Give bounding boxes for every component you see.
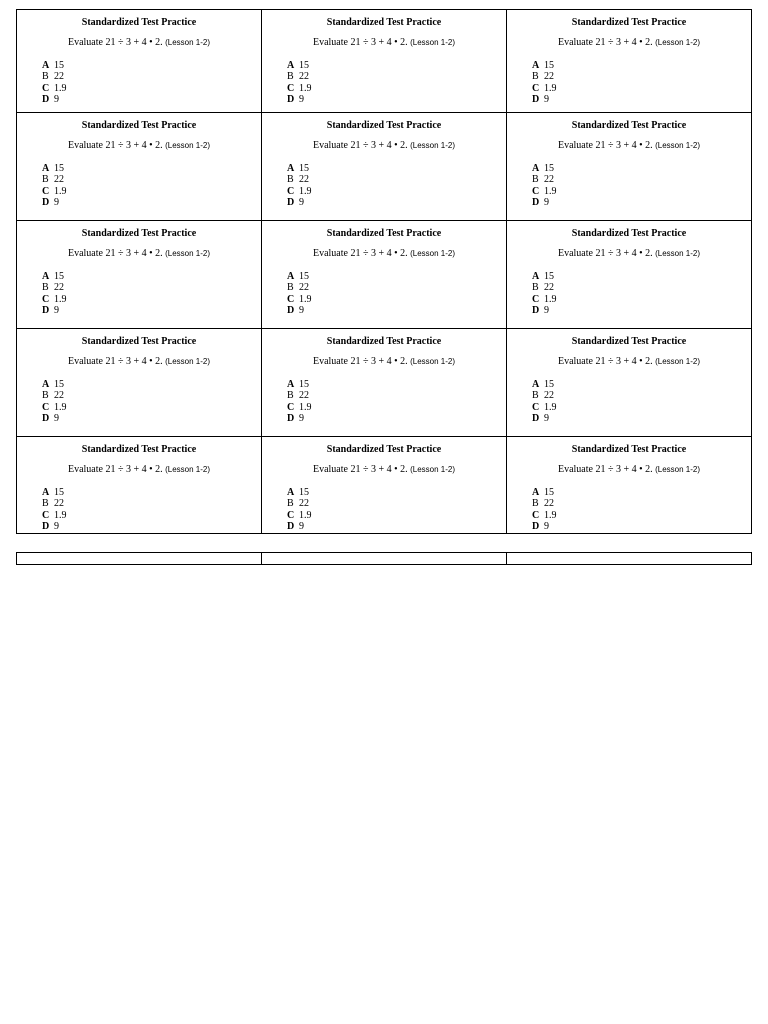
choice-value: 9 — [54, 94, 59, 106]
answer-choice-b — [532, 174, 751, 185]
answer-choice-a — [287, 163, 506, 174]
choice-letter: B — [532, 282, 539, 294]
answer-choices — [17, 379, 261, 425]
card-cell — [17, 329, 262, 437]
choice-letter: B — [42, 282, 49, 294]
answer-choice-c — [287, 186, 506, 197]
choice-letter: A — [532, 379, 540, 390]
answer-choice-c — [42, 294, 261, 305]
answer-choice-c — [532, 402, 751, 413]
lesson-reference: (Lesson 1-2) — [655, 141, 701, 150]
choice-letter: C — [42, 82, 50, 94]
choice-letter: C — [532, 185, 540, 197]
choice-value: 22 — [54, 498, 64, 510]
lesson-reference: (Lesson 1-2) — [655, 357, 701, 366]
choice-value: 22 — [54, 282, 64, 294]
answer-choices — [507, 487, 751, 533]
choice-value: 9 — [54, 197, 59, 209]
choice-letter: A — [287, 60, 295, 71]
choice-value: 22 — [544, 174, 554, 186]
card-title: Standardized Test Practice — [326, 336, 442, 347]
choice-letter: C — [287, 293, 295, 305]
answer-choice-d — [287, 197, 506, 208]
lesson-reference: (Lesson 1-2) — [165, 38, 211, 47]
answer-choice-c — [532, 83, 751, 94]
practice-card — [17, 437, 261, 533]
card-title: Standardized Test Practice — [81, 444, 197, 455]
answer-choice-a — [532, 487, 751, 498]
choice-letter: D — [532, 521, 540, 533]
choice-letter: A — [532, 271, 540, 282]
card-row — [17, 113, 752, 221]
answer-choice-a — [287, 379, 506, 390]
practice-card — [507, 10, 751, 106]
card-question — [17, 463, 261, 476]
practice-card — [262, 10, 506, 106]
card-row — [17, 437, 752, 534]
lesson-reference: (Lesson 1-2) — [655, 249, 701, 258]
practice-card — [507, 329, 751, 425]
choice-value: 9 — [544, 521, 549, 533]
answer-choices — [507, 379, 751, 425]
answer-choice-b — [532, 282, 751, 293]
choice-letter: D — [42, 521, 50, 533]
card-title: Standardized Test Practice — [571, 336, 687, 347]
question-text: Evaluate 21 ÷ 3 + 4 • 2. — [557, 464, 653, 475]
answer-choice-b — [287, 498, 506, 509]
answer-choice-b — [42, 282, 261, 293]
choice-letter: A — [42, 487, 50, 498]
answer-choice-a — [532, 60, 751, 71]
answer-choice-d — [532, 305, 751, 316]
choice-value: 15 — [544, 379, 554, 390]
choice-letter: D — [42, 305, 50, 317]
card-question — [507, 247, 751, 260]
choice-value: 15 — [54, 60, 64, 71]
blank-card-row — [16, 552, 752, 565]
card-question — [262, 36, 506, 49]
card-title: Standardized Test Practice — [81, 17, 197, 28]
choice-letter: B — [42, 174, 49, 186]
answer-choices — [507, 271, 751, 317]
practice-card-grid — [16, 9, 752, 534]
answer-choice-b — [287, 71, 506, 82]
card-question — [262, 463, 506, 476]
choice-value: 1.9 — [299, 509, 312, 521]
practice-card — [262, 221, 506, 317]
practice-card — [17, 221, 261, 317]
choice-value: 22 — [544, 498, 554, 510]
card-title: Standardized Test Practice — [81, 336, 197, 347]
choice-letter: A — [532, 60, 540, 71]
answer-choice-d — [42, 94, 261, 105]
choice-value: 15 — [54, 379, 64, 390]
card-cell — [262, 113, 507, 221]
card-question — [507, 463, 751, 476]
choice-letter: D — [42, 197, 50, 209]
choice-letter: C — [42, 509, 50, 521]
card-question — [17, 139, 261, 152]
choice-letter: D — [42, 413, 50, 425]
card-cell — [17, 437, 262, 534]
choice-value: 1.9 — [299, 293, 312, 305]
card-title: Standardized Test Practice — [326, 120, 442, 131]
answer-choice-d — [287, 413, 506, 424]
question-text: Evaluate 21 ÷ 3 + 4 • 2. — [67, 140, 163, 151]
blank-row — [17, 553, 752, 565]
question-text: Evaluate 21 ÷ 3 + 4 • 2. — [557, 37, 653, 48]
card-cell — [507, 329, 752, 437]
lesson-reference: (Lesson 1-2) — [165, 249, 211, 258]
choice-letter: D — [42, 94, 50, 106]
answer-choice-b — [42, 498, 261, 509]
card-title: Standardized Test Practice — [81, 228, 197, 239]
lesson-reference: (Lesson 1-2) — [165, 357, 211, 366]
choice-value: 15 — [54, 163, 64, 174]
answer-choice-c — [42, 83, 261, 94]
choice-value: 15 — [544, 163, 554, 174]
question-text: Evaluate 21 ÷ 3 + 4 • 2. — [557, 356, 653, 367]
choice-value: 9 — [544, 413, 549, 425]
card-question — [507, 36, 751, 49]
card-title: Standardized Test Practice — [326, 444, 442, 455]
answer-choice-a — [287, 60, 506, 71]
answer-choice-d — [532, 197, 751, 208]
question-text: Evaluate 21 ÷ 3 + 4 • 2. — [67, 356, 163, 367]
choice-letter: B — [42, 71, 49, 83]
card-title: Standardized Test Practice — [571, 228, 687, 239]
choice-letter: B — [287, 282, 294, 294]
choice-value: 22 — [544, 282, 554, 294]
choice-letter: D — [287, 521, 295, 533]
card-cell — [17, 113, 262, 221]
answer-choices — [17, 487, 261, 533]
practice-card — [507, 113, 751, 209]
lesson-reference: (Lesson 1-2) — [655, 38, 701, 47]
card-question — [262, 139, 506, 152]
answer-choice-b — [42, 71, 261, 82]
choice-letter: D — [287, 305, 295, 317]
answer-choice-c — [287, 402, 506, 413]
card-cell — [507, 221, 752, 329]
choice-letter: B — [532, 390, 539, 402]
answer-choice-a — [42, 163, 261, 174]
answer-choice-d — [532, 94, 751, 105]
blank-cell — [17, 553, 262, 565]
choice-value: 22 — [544, 71, 554, 83]
answer-choices — [262, 163, 506, 209]
answer-choices — [507, 60, 751, 106]
choice-letter: C — [287, 509, 295, 521]
lesson-reference: (Lesson 1-2) — [410, 38, 456, 47]
answer-choice-c — [287, 294, 506, 305]
lesson-reference: (Lesson 1-2) — [410, 357, 456, 366]
choice-value: 22 — [299, 498, 309, 510]
card-cell — [262, 437, 507, 534]
choice-letter: D — [287, 413, 295, 425]
answer-choice-a — [42, 487, 261, 498]
choice-letter: A — [532, 163, 540, 174]
card-title: Standardized Test Practice — [326, 17, 442, 28]
practice-card — [262, 113, 506, 209]
choice-value: 22 — [299, 282, 309, 294]
choice-value: 9 — [299, 94, 304, 106]
choice-value: 1.9 — [299, 82, 312, 94]
choice-value: 9 — [54, 305, 59, 317]
card-title: Standardized Test Practice — [571, 444, 687, 455]
question-text: Evaluate 21 ÷ 3 + 4 • 2. — [557, 248, 653, 259]
choice-value: 1.9 — [544, 509, 557, 521]
question-text: Evaluate 21 ÷ 3 + 4 • 2. — [312, 356, 408, 367]
lesson-reference: (Lesson 1-2) — [410, 465, 456, 474]
practice-card — [17, 329, 261, 425]
lesson-reference: (Lesson 1-2) — [165, 141, 211, 150]
choice-value: 15 — [544, 487, 554, 498]
answer-choice-c — [287, 83, 506, 94]
choice-value: 1.9 — [299, 185, 312, 197]
lesson-reference: (Lesson 1-2) — [410, 141, 456, 150]
card-cell — [262, 329, 507, 437]
choice-letter: D — [532, 197, 540, 209]
answer-choice-c — [532, 186, 751, 197]
choice-letter: B — [287, 174, 294, 186]
choice-value: 1.9 — [544, 185, 557, 197]
card-cell — [507, 10, 752, 113]
answer-choices — [17, 271, 261, 317]
answer-choices — [262, 379, 506, 425]
choice-value: 1.9 — [54, 82, 67, 94]
card-row — [17, 221, 752, 329]
question-text: Evaluate 21 ÷ 3 + 4 • 2. — [67, 464, 163, 475]
answer-choice-d — [42, 521, 261, 532]
choice-letter: D — [532, 413, 540, 425]
answer-choice-b — [287, 390, 506, 401]
choice-value: 9 — [299, 197, 304, 209]
answer-choice-a — [42, 60, 261, 71]
question-text: Evaluate 21 ÷ 3 + 4 • 2. — [67, 37, 163, 48]
choice-value: 15 — [299, 379, 309, 390]
choice-letter: C — [287, 401, 295, 413]
choice-letter: C — [532, 293, 540, 305]
choice-letter: A — [287, 163, 295, 174]
blank-cell — [507, 553, 752, 565]
choice-value: 15 — [299, 487, 309, 498]
question-text: Evaluate 21 ÷ 3 + 4 • 2. — [557, 140, 653, 151]
answer-choice-b — [287, 174, 506, 185]
choice-letter: D — [287, 94, 295, 106]
choice-letter: B — [532, 498, 539, 510]
choice-value: 9 — [544, 305, 549, 317]
choice-letter: C — [287, 185, 295, 197]
answer-choice-d — [287, 305, 506, 316]
choice-letter: A — [42, 379, 50, 390]
choice-letter: A — [287, 487, 295, 498]
choice-value: 1.9 — [54, 185, 67, 197]
choice-value: 9 — [544, 197, 549, 209]
choice-letter: B — [42, 498, 49, 510]
choice-value: 1.9 — [54, 293, 67, 305]
choice-letter: A — [42, 271, 50, 282]
practice-card — [262, 329, 506, 425]
question-text: Evaluate 21 ÷ 3 + 4 • 2. — [67, 248, 163, 259]
choice-value: 15 — [299, 60, 309, 71]
card-title: Standardized Test Practice — [81, 120, 197, 131]
choice-value: 15 — [299, 163, 309, 174]
choice-letter: D — [532, 94, 540, 106]
card-question — [507, 355, 751, 368]
choice-letter: B — [42, 390, 49, 402]
practice-card — [507, 437, 751, 533]
choice-letter: C — [42, 401, 50, 413]
choice-letter: A — [42, 60, 50, 71]
card-row — [17, 329, 752, 437]
card-question — [17, 247, 261, 260]
choice-letter: A — [287, 271, 295, 282]
answer-choice-d — [42, 413, 261, 424]
choice-value: 22 — [54, 174, 64, 186]
answer-choice-b — [42, 390, 261, 401]
answer-choice-a — [287, 271, 506, 282]
choice-value: 1.9 — [54, 401, 67, 413]
choice-value: 15 — [299, 271, 309, 282]
choice-letter: A — [287, 379, 295, 390]
blank-cell — [262, 553, 507, 565]
answer-choices — [17, 60, 261, 106]
answer-choice-a — [42, 379, 261, 390]
answer-choice-a — [532, 163, 751, 174]
answer-choice-c — [532, 294, 751, 305]
answer-choice-c — [532, 510, 751, 521]
lesson-reference: (Lesson 1-2) — [165, 465, 211, 474]
practice-card — [17, 113, 261, 209]
choice-value: 9 — [54, 413, 59, 425]
answer-choice-a — [287, 487, 506, 498]
practice-card — [17, 10, 261, 106]
answer-choice-d — [287, 94, 506, 105]
choice-value: 9 — [299, 305, 304, 317]
choice-value: 1.9 — [54, 509, 67, 521]
card-cell — [17, 221, 262, 329]
question-text: Evaluate 21 ÷ 3 + 4 • 2. — [312, 140, 408, 151]
choice-value: 9 — [54, 521, 59, 533]
practice-card — [262, 437, 506, 533]
answer-choice-b — [532, 390, 751, 401]
choice-letter: C — [42, 185, 50, 197]
answer-choice-d — [532, 521, 751, 532]
card-cell — [17, 10, 262, 113]
choice-letter: D — [532, 305, 540, 317]
answer-choice-a — [532, 379, 751, 390]
choice-value: 9 — [544, 94, 549, 106]
lesson-reference: (Lesson 1-2) — [410, 249, 456, 258]
choice-value: 1.9 — [544, 401, 557, 413]
answer-choice-b — [287, 282, 506, 293]
question-text: Evaluate 21 ÷ 3 + 4 • 2. — [312, 248, 408, 259]
practice-card — [507, 221, 751, 317]
answer-choices — [262, 487, 506, 533]
answer-choice-d — [42, 197, 261, 208]
card-question — [17, 36, 261, 49]
card-title: Standardized Test Practice — [571, 120, 687, 131]
answer-choice-d — [42, 305, 261, 316]
card-row — [17, 10, 752, 113]
choice-value: 22 — [299, 71, 309, 83]
card-title: Standardized Test Practice — [571, 17, 687, 28]
choice-value: 15 — [544, 271, 554, 282]
card-cell — [262, 221, 507, 329]
answer-choice-a — [532, 271, 751, 282]
question-text: Evaluate 21 ÷ 3 + 4 • 2. — [312, 37, 408, 48]
answer-choice-b — [532, 71, 751, 82]
choice-value: 1.9 — [299, 401, 312, 413]
choice-letter: C — [532, 401, 540, 413]
choice-letter: B — [532, 174, 539, 186]
choice-value: 15 — [544, 60, 554, 71]
choice-value: 15 — [54, 271, 64, 282]
choice-letter: B — [287, 390, 294, 402]
choice-value: 1.9 — [544, 293, 557, 305]
choice-letter: B — [287, 498, 294, 510]
choice-value: 9 — [299, 521, 304, 533]
card-cell — [507, 437, 752, 534]
card-cell — [507, 113, 752, 221]
choice-letter: A — [532, 487, 540, 498]
choice-letter: C — [42, 293, 50, 305]
answer-choice-c — [42, 186, 261, 197]
card-question — [262, 247, 506, 260]
answer-choices — [262, 60, 506, 106]
answer-choice-c — [42, 510, 261, 521]
choice-letter: C — [532, 509, 540, 521]
choice-letter: B — [532, 71, 539, 83]
card-title: Standardized Test Practice — [326, 228, 442, 239]
choice-letter: C — [532, 82, 540, 94]
card-question — [17, 355, 261, 368]
answer-choice-c — [287, 510, 506, 521]
question-text: Evaluate 21 ÷ 3 + 4 • 2. — [312, 464, 408, 475]
answer-choices — [507, 163, 751, 209]
choice-value: 22 — [54, 390, 64, 402]
choice-value: 22 — [544, 390, 554, 402]
choice-letter: D — [287, 197, 295, 209]
choice-letter: B — [287, 71, 294, 83]
choice-value: 22 — [299, 174, 309, 186]
answer-choices — [17, 163, 261, 209]
choice-value: 15 — [54, 487, 64, 498]
choice-value: 22 — [54, 71, 64, 83]
card-question — [262, 355, 506, 368]
choice-value: 22 — [299, 390, 309, 402]
choice-letter: A — [42, 163, 50, 174]
answer-choice-b — [532, 498, 751, 509]
answer-choice-d — [287, 521, 506, 532]
answer-choices — [262, 271, 506, 317]
answer-choice-d — [532, 413, 751, 424]
lesson-reference: (Lesson 1-2) — [655, 465, 701, 474]
choice-value: 9 — [299, 413, 304, 425]
choice-value: 1.9 — [544, 82, 557, 94]
card-cell — [262, 10, 507, 113]
choice-letter: C — [287, 82, 295, 94]
answer-choice-b — [42, 174, 261, 185]
answer-choice-c — [42, 402, 261, 413]
answer-choice-a — [42, 271, 261, 282]
card-question — [507, 139, 751, 152]
